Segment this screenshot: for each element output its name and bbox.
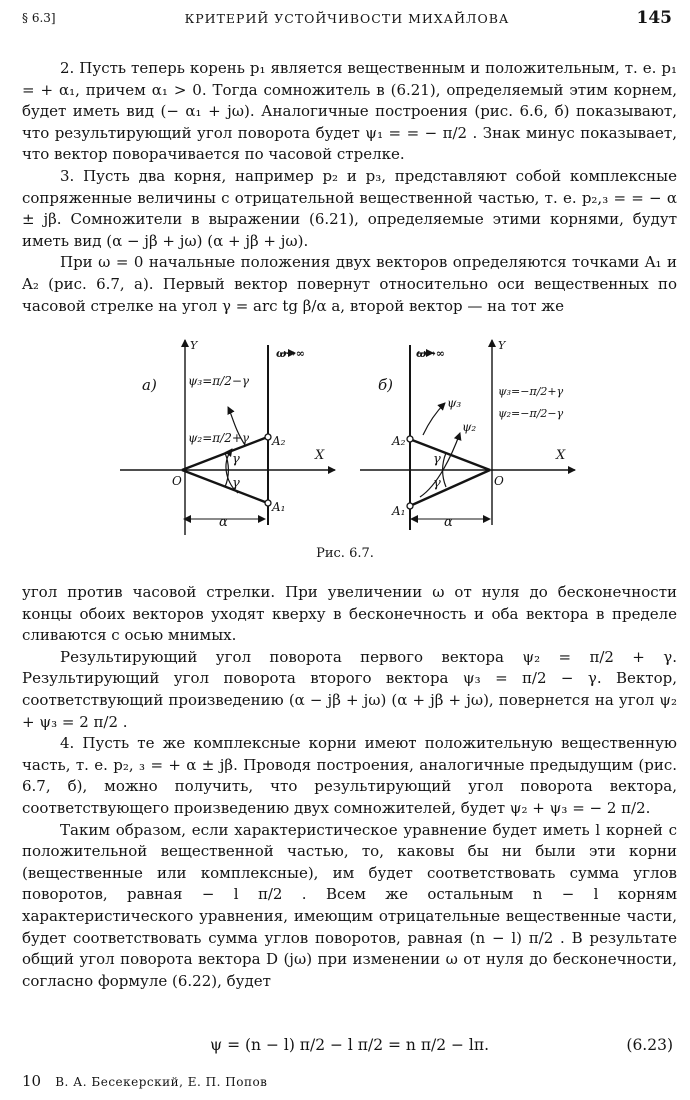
panel-label-a: а) xyxy=(142,376,157,394)
page-footer xyxy=(22,1072,267,1090)
page-number: 145 xyxy=(636,8,672,28)
gamma-upper: γ xyxy=(232,452,240,467)
text-block-top xyxy=(22,58,677,317)
point-a2-label: A₂ xyxy=(272,434,286,448)
formula-text: ψ = (n − l) π/2 − l π/2 = n π/2 − lπ. xyxy=(210,1036,489,1054)
running-header xyxy=(22,8,672,30)
figure-panel-b xyxy=(360,339,575,530)
formula-6-23 xyxy=(22,1030,677,1060)
figure-caption: Рис. 6.7. xyxy=(316,546,374,561)
x-axis-label: X xyxy=(556,448,566,463)
point-a2-label: A₂ xyxy=(392,434,406,448)
text-block-bottom xyxy=(22,582,677,992)
point-a2 xyxy=(407,436,413,442)
paragraph-case-2: 2. Пусть теперь корень p₁ является вещественным и положительным, т. е. p₁ = + α₁, причем α₁ > 0. Тогда сомножитель в (6.21), определяемый этим корнем, будет иметь вид (− α₁ + jω). Аналогичные построения (рис. 6.6, б) показывают, что результирующий угол поворота будет ψ₁ = = − π/2 . Знак минус показывает, что вектор поворачивается по часовой стрелке. xyxy=(22,59,677,164)
page-header-title: КРИТЕРИЙ УСТОЙЧИВОСТИ МИХАЙЛОВА xyxy=(184,11,510,26)
alpha-label: α xyxy=(444,515,453,530)
alpha-label: α xyxy=(219,515,228,530)
vector-a1 xyxy=(412,470,490,505)
footer-signature-number: 10 xyxy=(22,1072,42,1090)
vector-a1 xyxy=(182,470,265,502)
origin-label: O xyxy=(172,474,182,488)
omega-label: ω→∞ xyxy=(416,347,445,360)
omega-label: ω→∞ xyxy=(276,347,305,360)
psi2-formula-label: ψ₂=−π/2−γ xyxy=(498,407,564,420)
point-a1 xyxy=(265,500,271,506)
psi3-arc-arrow xyxy=(423,403,445,435)
paragraph-resulting-angle: Результирующий угол поворота первого вектора ψ₂ = π/2 + γ. Результирующий угол поворота второго вектора ψ₃ = π/2 − γ. Вектор, соответствующий произведению (α − jβ + jω) (α + jβ + jω), повернется на угол ψ₂ + ψ₃ = 2 π/2 . xyxy=(22,647,677,731)
paragraph-case-4: 4. Пусть те же комплексные корни имеют положительную вещественную часть, т. е. p₂, ₃ = + α ± jβ. Проводя построения, аналогичные предыдущим (рис. 6.7, б), можно получить, что результирующий угол поворота вектора, соответствующего произведению двух сомножителей, будет ψ₂ + ψ₃ = − 2 π/2. xyxy=(22,734,677,817)
origin-label: O xyxy=(494,474,504,488)
y-axis-label: Y xyxy=(498,339,506,352)
psi3-label: ψ₃ xyxy=(447,396,462,410)
psi2-label: ψ₂ xyxy=(462,420,477,434)
paragraph-initial-positions: При ω = 0 начальные положения двух векторов определяются точками A₁ и A₂ (рис. 6.7, а). Первый вектор повернут относительно оси вещественных по часовой стрелке на угол γ = arc tg β/α а, второй вектор — на тот же xyxy=(22,253,677,315)
point-a1-label: A₁ xyxy=(272,500,286,514)
paragraph-case-3: 3. Пусть два корня, например p₂ и p₃, представляют собой комплексные сопряженные величины с отрицательной вещественной частью, т. е. p₂,₃ = = − α ± jβ. Сомножители в выражении (6.21), определяемые этими корнями, будут иметь вид (α − jβ + jω) (α + jβ + jω). xyxy=(22,166,677,250)
gamma-lower: γ xyxy=(232,476,240,491)
psi2-label: ψ₂=π/2+γ xyxy=(188,431,250,445)
section-number: § 6.3] xyxy=(22,11,56,25)
point-a1 xyxy=(407,503,413,509)
point-a2 xyxy=(265,434,271,440)
psi3-formula-label: ψ₃=−π/2+γ xyxy=(498,385,564,398)
paragraph-continuation: угол против часовой стрелки. При увеличении ω от нуля до бесконечности концы обоих векторов уходят кверху в бесконечность и оба вектора в пределе сливаются с осью мнимых. xyxy=(22,583,677,645)
formula-number: (6.23) xyxy=(626,1036,673,1054)
figure-6-7 xyxy=(120,335,590,555)
panel-label-b: б) xyxy=(378,376,394,394)
x-axis-label: X xyxy=(315,448,325,463)
footer-authors: В. А. Бесекерский, Е. П. Попов xyxy=(55,1075,268,1089)
figure-panel-a xyxy=(120,339,335,535)
y-axis-label: Y xyxy=(190,339,198,352)
point-a1-label: A₁ xyxy=(392,504,406,518)
psi3-label: ψ₃=π/2−γ xyxy=(188,374,250,388)
gamma-upper: γ xyxy=(433,452,441,467)
paragraph-conclusion: Таким образом, если характеристическое уравнение будет иметь l корней с положительной вещественной частью, то, каковы бы ни были эти корни (вещественные или комплексные), им будет соответствовать сумма углов поворотов, равная − l π/2 . Всем же остальным n − l корням характеристического уравнения, имеющим отрицательные вещественные части, будет соответствовать сумма углов поворотов, равная (n − l) π/2 . В результате общий угол поворота вектора D (jω) при изменении ω от нуля до бесконечности, согласно формуле (6.22), будет xyxy=(22,820,677,990)
gamma-lower: γ xyxy=(433,476,441,491)
